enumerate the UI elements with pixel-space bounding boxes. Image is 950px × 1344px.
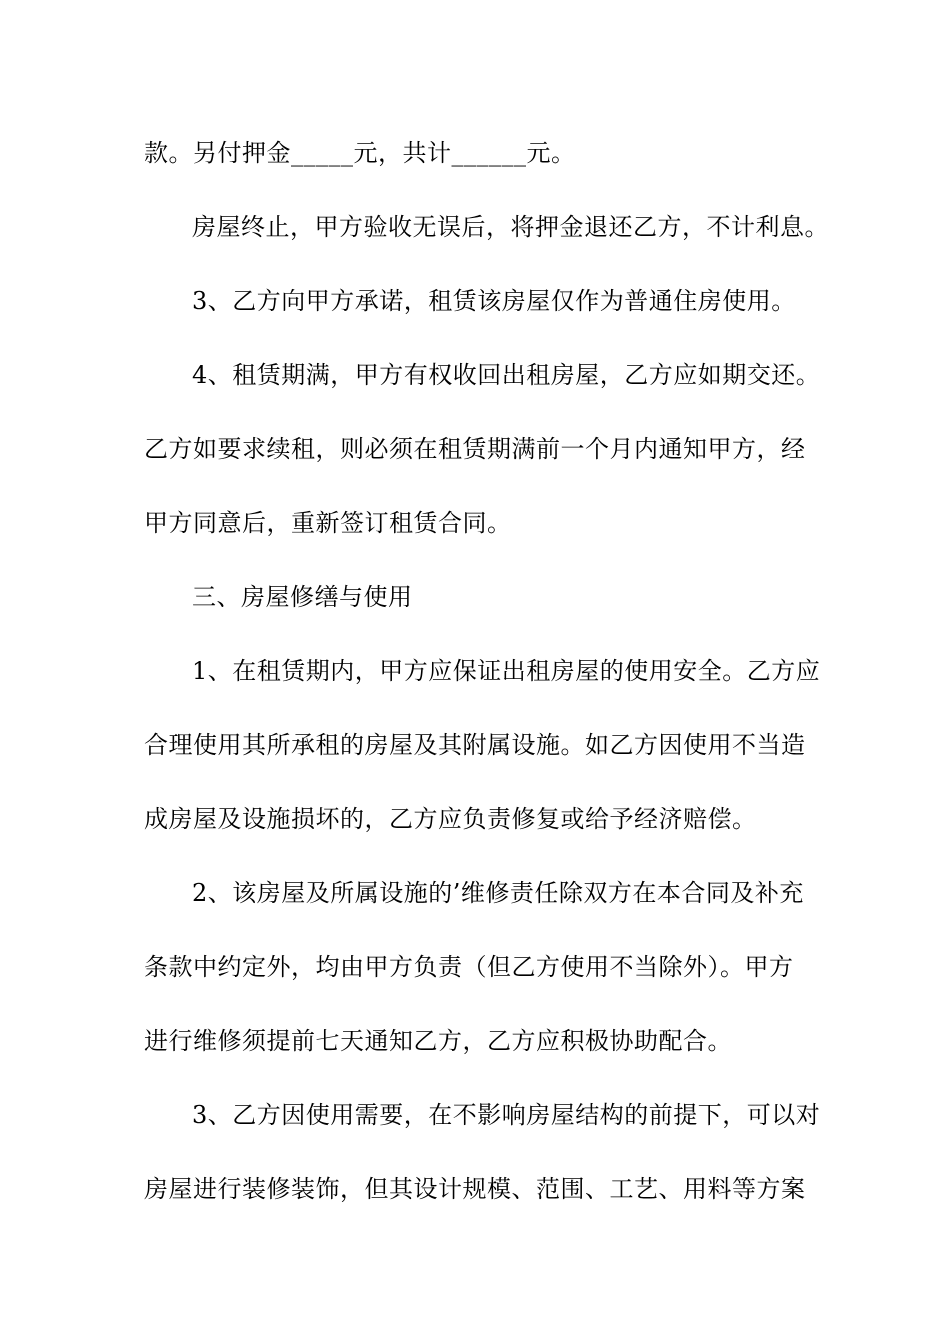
- text-line-landlord-responsible: 条款中约定外，均由甲方负责（但乙方使用不当除外）。甲方: [144, 953, 794, 981]
- clause-1-safety: 1、在租赁期内，甲方应保证出租房屋的使用安全。乙方应: [192, 657, 821, 685]
- text-line-renewal: 乙方如要求续租，则必须在租赁期满前一个月内通知甲方，经: [144, 435, 806, 463]
- text-line-renovation-plan: 房屋进行装修装饰，但其设计规模、范围、工艺、用料等方案: [144, 1175, 806, 1203]
- text-line-new-contract: 甲方同意后，重新签订租赁合同。: [144, 509, 512, 537]
- text-line-repair-notice: 进行维修须提前七天通知乙方，乙方应积极协助配合。: [144, 1027, 732, 1055]
- text-line-deposit: 款。另付押金_____元，共计______元。: [144, 139, 576, 167]
- clause-3-renovation: 3、乙方因使用需要，在不影响房屋结构的前提下，可以对: [192, 1101, 821, 1129]
- clause-2-maintenance: 2、该房屋及所属设施的’维修责任除双方在本合同及补充: [192, 879, 804, 907]
- section-heading-repair-use: 三、房屋修缮与使用: [192, 583, 413, 611]
- clause-3-residential-use: 3、乙方向甲方承诺，租赁该房屋仅作为普通住房使用。: [192, 287, 796, 315]
- text-line-proper-use: 合理使用其所承租的房屋及其附属设施。如乙方因使用不当造: [144, 731, 806, 759]
- clause-4-lease-expiry: 4、租赁期满，甲方有权收回出租房屋，乙方应如期交还。: [192, 361, 821, 389]
- text-line-damage-compensation: 成房屋及设施损坏的，乙方应负责修复或给予经济赔偿。: [144, 805, 757, 833]
- text-line-deposit-refund: 房屋终止，甲方验收无误后，将押金退还乙方，不计利息。: [192, 213, 829, 241]
